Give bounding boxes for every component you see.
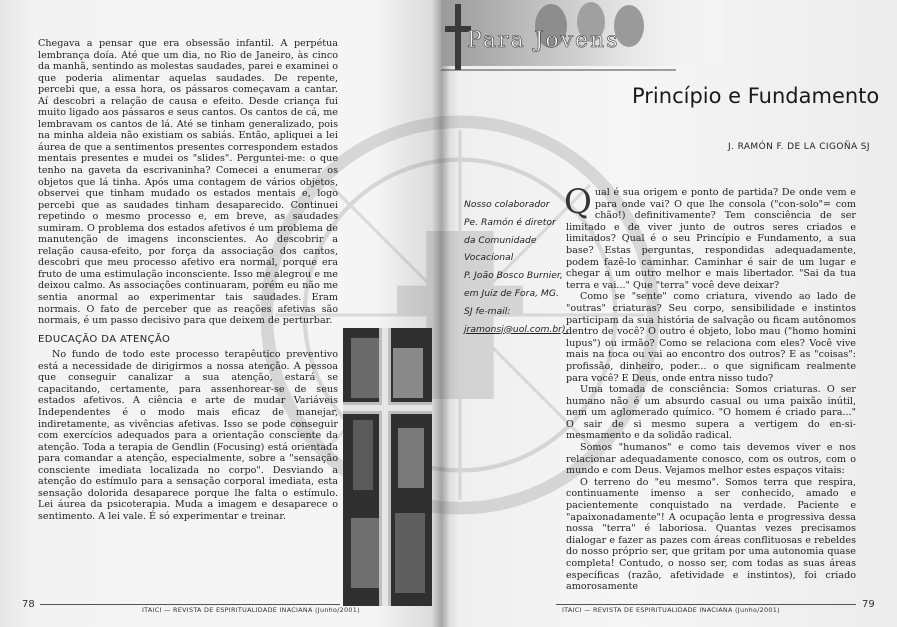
credit-line: da Comunidade xyxy=(464,234,537,246)
section-heading: EDUCAÇÃO DA ATENÇÃO xyxy=(38,333,171,345)
page-number-left: 78 xyxy=(22,599,35,610)
footer-left: ITAICI — REVISTA DE ESPIRITUALIDADE INACIANA (Junho/2001) xyxy=(142,606,360,614)
author-credit xyxy=(464,196,569,338)
footer-rule xyxy=(40,604,340,605)
right-text-column xyxy=(564,182,856,593)
paragraph: No fundo de todo este processo terapêutico preventivo está a necessidade de dirigirmos a nossa atenção. A pessoa que conseguir canalizar a sua atenção, estará se capacitando, certamente, para assenhorear-se de seus estados afetivos. A ciência e arte de mudar Variáveis Independentes é o modo mais eficaz de manejar, indiretamente, as vivências afetivas. Isso se pode conseguir com exercícios adequados para a orientação consciente da atenção. Toda a terapia de Gendlin (Focusing) está orientada para comandar a atenção, especialmente, sobre a "sensação consciente imediata localizada no corpo". Desviando a atenção do estímulo para a sensação corporal imediata, esta sensação dolorida desaparece porque lhe falta o estímulo. Lei áurea da psicoterapia. Muda a imagem e desaparece o sentimento. A lei vale. É só experimentar e treinar. xyxy=(38,349,338,522)
cross-photo xyxy=(343,328,432,606)
section-label: Para Jovens xyxy=(467,28,620,53)
paragraph: Chegava a pensar que era obsessão infantil. A perpétua lembrança doía. Até que um dia, no Rio de Janeiro, às cinco da manhã, sentindo as molestas saudades, parei e examinei o que poderia alimentar aquelas saudades. De repente, percebi que, a essa hora, os pássaros começavam a cantar. Aí descobri a relação de causa e efeito. Desde criança fui muito ligado aos pássaros e seus cantos. Os cantos de cá, me lembravam os cantos de lá. Até se tinham generalizado, pois na minha aldeia não existiam os sabiás. Então, apliquei a lei áurea de que a sentimentos presentes correspondem estados mentais presentes e mudei os "slides". Perguntei-me: o que tenho na gaveta da escrivaninha? Comecei a enumerar os objetos que lá tinha. Após uma contagem de vários objetos, observei que tinham mudado os estados mentais e, logo percebi que as saudades tinham desaparecido. Continuei repetindo o mesmo processo e, em breve, as saudades sumiram. O problema dos estados afetivos é um problema de manutenção de imagens inconscientes. Ao descobrir a relação causa-efeito, por força da associação dos cantos, descobri que meu processo afetivo era normal, porque era fruto de uma estimulação inconsciente. Isso me alegrou e me deixou calmo. As associações continuaram, porém eu não me sentia anormal ao experimentar tais saudades. Eram normais. O fato de perceber que as reações afetivas são normais, é um passo decisivo para que deixem de perturbar. xyxy=(38,38,338,327)
credit-line: SJ fe-mail: xyxy=(464,305,511,317)
left-text-column xyxy=(38,38,338,522)
footer-right: ITAICI — REVISTA DE ESPIRITUALIDADE INACIANA (Junho/2001) xyxy=(562,606,780,614)
credit-line: P. João Bosco Burnier, xyxy=(464,270,563,282)
dropcap: Q xyxy=(564,182,592,222)
paragraph: Uma tomada de consciência: Somos criaturas. O ser humano não é um absurdo casual ou uma paixão inútil, nem um aglomerado químico. "O homem é criado para..." O sair de si mesmo supera a vertigem do en-si-mesmamento e da solidão radical. xyxy=(566,384,856,442)
credit-line: Vocacional xyxy=(464,252,514,264)
footer-rule xyxy=(556,604,856,605)
email-link[interactable]: jramonsj@uol.com.br). xyxy=(464,323,569,335)
article-title: Princípio e Fundamento xyxy=(632,84,880,108)
article-author: J. RAMÓN F. DE LA CIGOÑA SJ xyxy=(728,142,870,152)
paragraph-text: ual é sua origem e ponto de partida? De onde vem e para onde vai? O que lhe consola ("con-solo"= com chão!) definitivamente? Tem consciência de ser limitado e de viver junto de outros seres criados e limitados? Qual é o seu Princípio e Fundamento, a sua base? Estas perguntas, respondidas adequadamente, podem fazê-lo caminhar. Caminhar é sair de um lugar e chegar a um outro melhor e mais libertador. "Sai da tua terra e vai..." Que "terra" você deve deixar? xyxy=(566,187,856,291)
page-number-right: 79 xyxy=(862,599,875,610)
paragraph: Como se "sente" como criatura, vivendo ao lado de "outras" criaturas? Seu corpo, sensibilidade e instintos participam da sua história de salvação ou ficam autônomos dentro de você? O outro é objeto, lobo mau ("homo homini lupus") ou irmão? Como se relaciona com eles? Você vive mais na toca ou vai ao encontro dos outros? E as "coisas": profissão, dinheiro, poder... o que significam realmente para você? E Deus, onde entra nisso tudo? xyxy=(566,291,856,384)
paragraph: O terreno do "eu mesmo". Somos terra que respira, continuamente imenso a ser conhecido, amado e pacientemente conquistado na verdade. Paciente e "apaixonadamente"! A ocupação lenta e progressiva dessa nossa "terra" é laboriosa. Quantas vezes precisamos dialogar e fazer as pazes com áreas conflituosas e rebeldes do nosso próprio ser, que gritam por uma autonomia quase completa! Contudo, o nosso ser, com todas as suas áreas específicas (razão, afetividade e instintos), foi criado amorosamente xyxy=(566,476,856,593)
credit-line: Nosso colaborador xyxy=(464,199,550,210)
paragraph: Somos "humanos" e como tais devemos viver e nos relacionar adequadamente conosco, com os outros, com o mundo e com Deus. Vejamos melhor estes espaços vitais: xyxy=(566,442,856,477)
credit-line: Pe. Ramón é diretor xyxy=(464,216,556,228)
paragraph xyxy=(564,182,856,291)
credit-line: em Juiz de Fora, MG. xyxy=(464,287,559,299)
